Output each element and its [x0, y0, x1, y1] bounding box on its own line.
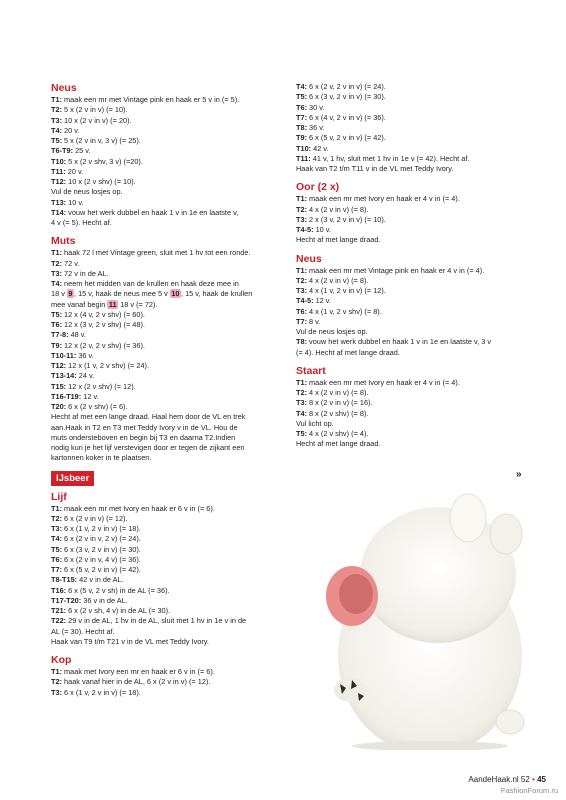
step-text: Hecht af met lange draad.	[296, 235, 381, 245]
instruction-line	[51, 575, 279, 585]
instruction-line	[296, 92, 521, 102]
step-label: T10:	[296, 143, 312, 153]
step-label: T3:	[296, 398, 308, 408]
step-label: T16-T19:	[51, 391, 82, 401]
instruction-line: 18 v 9 , 15 v, haak de neus mee 5 v 10 , 15 v, haak de krullen	[51, 289, 253, 299]
instruction-line	[51, 534, 279, 544]
step-text: 10 v.	[66, 197, 84, 207]
instruction-line	[51, 187, 279, 197]
instruction-line	[51, 433, 279, 443]
instruction-line	[296, 144, 521, 154]
instruction-line	[51, 688, 279, 698]
step-label: T3:	[296, 214, 308, 224]
instruction-line	[296, 205, 521, 215]
step-label: T2:	[51, 677, 63, 687]
instruction-line	[51, 279, 279, 289]
step-text: Vul de neus losjes op.	[51, 187, 123, 197]
instruction-line	[51, 136, 279, 146]
step-text: nodig kun je het lijf verstevigen door er tegen de zijkant een	[51, 443, 245, 452]
footer-site: AandeHaak.nl 52	[468, 775, 530, 784]
step-text: 36 v in de AL.	[81, 595, 128, 605]
step-text: 4 v (= 5). Hecht af.	[51, 218, 112, 227]
step-text: 4 x (1 v, 2 v in v) (= 12).	[307, 286, 386, 295]
step-marker: 10	[171, 289, 180, 299]
step-text: muts ondersteboven en begin bij T3 en daarna T2.Indien	[51, 432, 236, 442]
step-label: T5:	[296, 92, 308, 102]
step-text: Haak van T9 t/m T21 v in de VL met Teddy Ivory.	[51, 636, 209, 646]
instruction-line	[51, 146, 279, 156]
step-text: Haak van T2 t/m T11 v in de VL met Teddy Ivory.	[296, 164, 454, 173]
instruction-line	[51, 269, 279, 279]
step-text: 8 v.	[307, 316, 321, 326]
instruction-line	[296, 398, 521, 408]
footer-dot: •	[532, 775, 535, 784]
instruction-line	[51, 565, 279, 575]
step-text: vouw het werk dubbel en haak 1 v in 1e en laatste v, 3 v	[307, 337, 491, 347]
step-text: 42 v in de AL.	[77, 575, 124, 585]
section-title-muts: Muts	[51, 235, 76, 248]
step-text: 12 x (2 v shv) (= 12).	[66, 381, 136, 391]
step-label: T8-T15:	[51, 575, 78, 585]
instruction-line	[51, 310, 279, 320]
step-text: 5 x (2 v in v) (= 10).	[62, 105, 128, 115]
step-label: T6:	[296, 102, 308, 112]
step-label: T8:	[296, 337, 308, 347]
step-text: 8 x (2 v in v) (= 16).	[307, 398, 373, 408]
step-text: 36 v.	[307, 123, 325, 132]
instruction-line	[296, 327, 521, 337]
step-text: 5 x (2 v shv, 3 v) (=20).	[66, 156, 143, 166]
section-title-neus-2: Neus	[296, 252, 322, 265]
section-title-oor: Oor (2 x)	[296, 181, 340, 194]
step-text: 6 x (1 v, 2 v in v) (= 18).	[62, 687, 141, 697]
step-text: 6 x (1 v, 2 v in v) (= 18).	[62, 524, 141, 533]
instruction-line	[51, 95, 279, 105]
step-label: T11:	[51, 166, 66, 176]
instruction-line	[51, 392, 279, 402]
instruction-list	[51, 248, 279, 289]
step-label: T10-11:	[51, 350, 77, 360]
instruction-line	[51, 677, 279, 687]
instruction-line	[51, 116, 279, 126]
instruction-line	[296, 307, 521, 317]
instruction-list	[296, 194, 521, 245]
instruction-line	[51, 361, 279, 371]
section-banner: IJsbeer	[51, 471, 94, 486]
step-label: T10:	[51, 156, 67, 166]
step-text: 6 x (5 v, 2 v in v) (= 42).	[62, 565, 141, 574]
section-title-neus: Neus	[51, 82, 77, 94]
step-text: 48 v.	[68, 330, 86, 340]
instruction-line	[51, 198, 279, 208]
step-text: 8 x (2 v shv) (= 8).	[307, 408, 369, 418]
step-text: 6 x (2 v in v, 4 v) (= 36).	[62, 554, 141, 564]
step-text: 6 x (5 v, 2 v in v) (= 42).	[307, 133, 386, 143]
instruction-line	[51, 402, 279, 412]
step-text: 72 v in de AL.	[62, 268, 109, 278]
step-label: T2:	[51, 513, 63, 523]
instruction-line	[296, 276, 521, 286]
instruction-line	[296, 388, 521, 398]
instruction-line	[51, 177, 279, 187]
bear-ear-right	[490, 514, 522, 554]
page-footer	[468, 775, 546, 784]
step-text: 6 x (3 v, 2 v in v) (= 30).	[307, 92, 386, 102]
step-marker: 9	[68, 289, 73, 299]
step-text: 12 x (1 v, 2 v shv) (= 24).	[66, 361, 150, 370]
instruction-line	[51, 524, 279, 534]
step-label: T13:	[51, 197, 67, 207]
instruction-line	[51, 423, 279, 433]
instruction-list	[296, 378, 521, 450]
step-label: T9:	[51, 340, 63, 350]
instruction-line	[51, 167, 279, 177]
step-label: T7:	[296, 316, 308, 326]
step-label: T1:	[296, 265, 308, 275]
section-title-lijf: Lijf	[51, 490, 67, 503]
step-text: 25 v.	[73, 146, 91, 156]
step-label: T3:	[51, 524, 63, 533]
instruction-line	[296, 348, 521, 358]
step-label: T4:	[51, 125, 63, 135]
instruction-line	[51, 351, 279, 361]
instruction-list	[51, 310, 279, 464]
instruction-line	[296, 317, 521, 327]
step-label: T4:	[296, 82, 308, 91]
instruction-line	[296, 409, 521, 419]
step-text: 20 v.	[62, 125, 80, 135]
instruction-line	[296, 164, 521, 174]
instruction-line	[296, 337, 521, 347]
instruction-line	[51, 341, 279, 351]
section-title-kop: Kop	[51, 654, 72, 666]
step-text: 20 v.	[65, 166, 84, 176]
step-text: 10 v.	[313, 225, 331, 234]
step-label: T15:	[51, 381, 67, 391]
instruction-line: mee vanaf begin 11 18 v (= 72).	[51, 299, 158, 309]
instruction-line	[51, 606, 279, 616]
section-title-staart: Staart	[296, 364, 326, 377]
step-label: T3:	[296, 286, 308, 295]
step-label: T3:	[51, 115, 63, 125]
step-text: maak een mr met Vintage pink en haak er 5 v in (= 5).	[62, 95, 240, 104]
instruction-line	[296, 215, 521, 225]
step-label: T6-T9:	[51, 146, 74, 156]
instruction-line	[51, 248, 279, 258]
polar-bear-photo	[318, 490, 538, 750]
step-label: T1:	[296, 194, 308, 204]
instruction-line	[296, 225, 521, 235]
instruction-line	[296, 439, 521, 449]
step-text: 30 v.	[307, 102, 325, 112]
instruction-line	[51, 412, 279, 422]
step-label: T4-5:	[296, 225, 314, 234]
step-text: 10 x (2 v shv) (= 10).	[66, 177, 136, 186]
step-label: T4-5:	[296, 296, 314, 306]
step-text: 12 x (2 v, 2 v shv) (= 36).	[62, 340, 145, 350]
step-label: T1:	[51, 667, 63, 676]
step-text: maak met Ivory een mr en haak er 6 v in (= 6).	[62, 667, 215, 676]
step-text: 6 x (4 v, 2 v in v) (= 36).	[307, 112, 386, 122]
step-text: 12 v.	[313, 296, 331, 306]
continue-arrow-icon: »	[516, 469, 522, 480]
step-text: 10 x (2 v in v) (= 20).	[62, 115, 132, 125]
step-text: 29 v in de AL, 1 hv in de AL, sluit met 1 hv in 1e v in de	[66, 616, 247, 626]
step-text: 4 x (2 v shv) (= 4).	[307, 429, 369, 438]
instruction-line	[296, 429, 521, 439]
instruction-line	[51, 157, 279, 167]
step-text: maak een mr met Ivory en haak er 6 v in (= 6).	[62, 503, 215, 513]
instruction-line	[51, 586, 279, 596]
step-text: 12 x (4 v, 2 v shv) (= 60).	[62, 309, 145, 319]
step-label: T14:	[51, 207, 67, 217]
step-text: 42 v.	[311, 143, 329, 153]
step-label: T6:	[51, 320, 63, 329]
instruction-list	[296, 266, 521, 358]
instruction-line	[51, 453, 279, 463]
instruction-line	[296, 133, 521, 143]
step-text: maak een mr met Ivory en haak er 4 v in (= 4).	[307, 194, 460, 204]
step-text: kartonnen koker in te plaatsen.	[51, 453, 152, 463]
instruction-line	[296, 82, 521, 92]
step-text: neem het midden van de krullen en haak deze mee in	[62, 279, 239, 288]
step-text: 12 v.	[81, 391, 99, 401]
step-label: T13-14:	[51, 371, 77, 381]
step-label: T22:	[51, 616, 67, 626]
instruction-line	[51, 443, 279, 453]
step-text: aan.Haak in T2 en T3 met Teddy Ivory v in de VL. Hou de	[51, 422, 238, 432]
step-text: 4 x (2 v in v) (= 8).	[307, 204, 369, 214]
instruction-line	[296, 103, 521, 113]
instruction-line	[51, 504, 279, 514]
instruction-line	[296, 123, 521, 133]
instruction-line	[51, 382, 279, 392]
step-text: 6 x (2 v, 2 v in v) (= 24).	[307, 82, 386, 91]
step-label: T1:	[51, 503, 63, 513]
step-label: T7-8:	[51, 330, 69, 340]
instruction-line	[51, 596, 279, 606]
step-marker: 11	[108, 299, 117, 309]
instruction-line	[51, 555, 279, 565]
step-label: T3:	[51, 268, 63, 278]
step-label: T8:	[296, 123, 308, 132]
instruction-line	[51, 259, 279, 269]
step-label: T2:	[51, 105, 63, 115]
instruction-line	[296, 154, 521, 164]
step-label: T1:	[51, 248, 63, 258]
instruction-line	[51, 545, 279, 555]
instruction-line	[51, 637, 279, 647]
step-text: 4 x (2 v in v) (= 8).	[307, 388, 369, 397]
instruction-line	[51, 126, 279, 136]
instruction-line	[296, 286, 521, 296]
step-text: 4 x (2 v in v) (= 8).	[307, 275, 369, 285]
step-text: 6 x (2 v sh, 4 v) in de AL (= 30).	[66, 606, 171, 615]
step-text: 5 x (2 v in v, 3 v) (= 25).	[62, 136, 141, 145]
step-text: 6 x (2 v in v) (= 12).	[62, 513, 128, 523]
step-text: vouw het werk dubbel en haak 1 v in 1e en laatste v,	[66, 207, 239, 217]
left-column	[51, 82, 279, 698]
instruction-line	[51, 208, 279, 218]
step-label: T7:	[296, 112, 308, 122]
right-column	[296, 82, 521, 450]
step-text: haak vanaf hier in de AL, 6 x (2 v in v) (= 12).	[62, 677, 211, 687]
step-label: T6:	[296, 306, 308, 316]
step-label: T17-T20:	[51, 595, 82, 605]
step-label: T3:	[51, 687, 63, 697]
step-label: T5:	[51, 309, 63, 319]
step-text: haak 72 l met Vintage green, sluit met 1 hv tot een ronde.	[62, 248, 251, 258]
step-label: T4:	[51, 534, 63, 544]
step-text: maak een mr met Vintage pink en haak er 4 v in (= 4).	[307, 265, 485, 275]
step-label: T12:	[51, 361, 67, 370]
step-label: T2:	[296, 204, 308, 214]
step-text: 12 x (3 v, 2 v shv) (= 48).	[62, 320, 145, 329]
step-label: T2:	[51, 258, 63, 268]
instruction-line	[51, 330, 279, 340]
step-label: T5:	[296, 429, 308, 438]
watermark: FashionForum.ru	[500, 786, 558, 795]
step-text: (= 4). Hecht af met lange draad.	[296, 347, 400, 357]
bear-tail	[496, 710, 524, 734]
step-label: T11:	[296, 153, 311, 163]
step-label: T7:	[51, 565, 63, 574]
instruction-line	[51, 320, 279, 330]
step-text: 2 x (3 v, 2 v in v) (= 10).	[307, 214, 386, 224]
step-label: T20:	[51, 402, 67, 411]
step-text: Hecht af met een lange draad. Haal hem door de VL en trek	[51, 412, 246, 422]
step-text: Hecht af met lange draad.	[296, 439, 381, 449]
step-label: T21:	[51, 606, 67, 615]
instruction-line	[296, 419, 521, 429]
step-label: T2:	[296, 388, 308, 397]
step-text: 6 x (3 v, 2 v in v) (= 30).	[62, 544, 141, 554]
step-label: T1:	[51, 95, 63, 104]
instruction-line	[51, 218, 279, 228]
instruction-line	[51, 616, 279, 626]
instruction-list	[296, 82, 521, 174]
instruction-list	[51, 667, 279, 698]
step-text: 6 x (2 v shv) (= 6).	[66, 402, 128, 411]
step-label: T5:	[51, 136, 63, 145]
step-label: T4:	[296, 408, 308, 418]
step-label: T2:	[296, 275, 308, 285]
bear-ear-left	[450, 494, 486, 542]
step-text: 4 x (1 v, 2 v shv) (= 8).	[307, 306, 382, 316]
step-text: maak een mr met Ivory en haak er 4 v in (= 4).	[307, 377, 460, 387]
step-text: AL (= 30). Hecht af.	[51, 626, 115, 636]
step-label: T1:	[296, 377, 308, 387]
instruction-line	[296, 378, 521, 388]
instruction-line	[296, 296, 521, 306]
page-number: 45	[537, 775, 546, 784]
instruction-list	[51, 95, 279, 228]
instruction-line	[51, 514, 279, 524]
step-text: 6 x (5 v, 2 v sh) in de AL (= 36).	[66, 585, 170, 595]
step-text: 41 v, 1 hv, sluit met 1 hv in 1e v (= 42). Hecht af.	[310, 153, 470, 163]
instruction-line	[51, 105, 279, 115]
step-label: T4:	[51, 279, 63, 288]
step-text: 36 v.	[76, 350, 94, 360]
step-label: T16:	[51, 585, 67, 595]
step-text: 72 v.	[62, 258, 80, 268]
step-text: Vul de neus losjes op.	[296, 327, 368, 336]
step-text: 6 x (2 v in v, 2 v) (= 24).	[62, 534, 141, 544]
instruction-line	[296, 113, 521, 123]
step-label: T12:	[51, 177, 67, 186]
instruction-line	[51, 667, 279, 677]
step-label: T5:	[51, 544, 63, 554]
instruction-list	[51, 504, 279, 648]
instruction-line	[296, 194, 521, 204]
instruction-line	[51, 627, 279, 637]
step-label: T6:	[51, 554, 63, 564]
step-text: 24 v.	[76, 371, 95, 381]
instruction-line	[51, 371, 279, 381]
instruction-line	[296, 235, 521, 245]
step-label: T9:	[296, 133, 308, 143]
step-text: Vul licht op.	[296, 418, 334, 428]
instruction-line	[296, 266, 521, 276]
